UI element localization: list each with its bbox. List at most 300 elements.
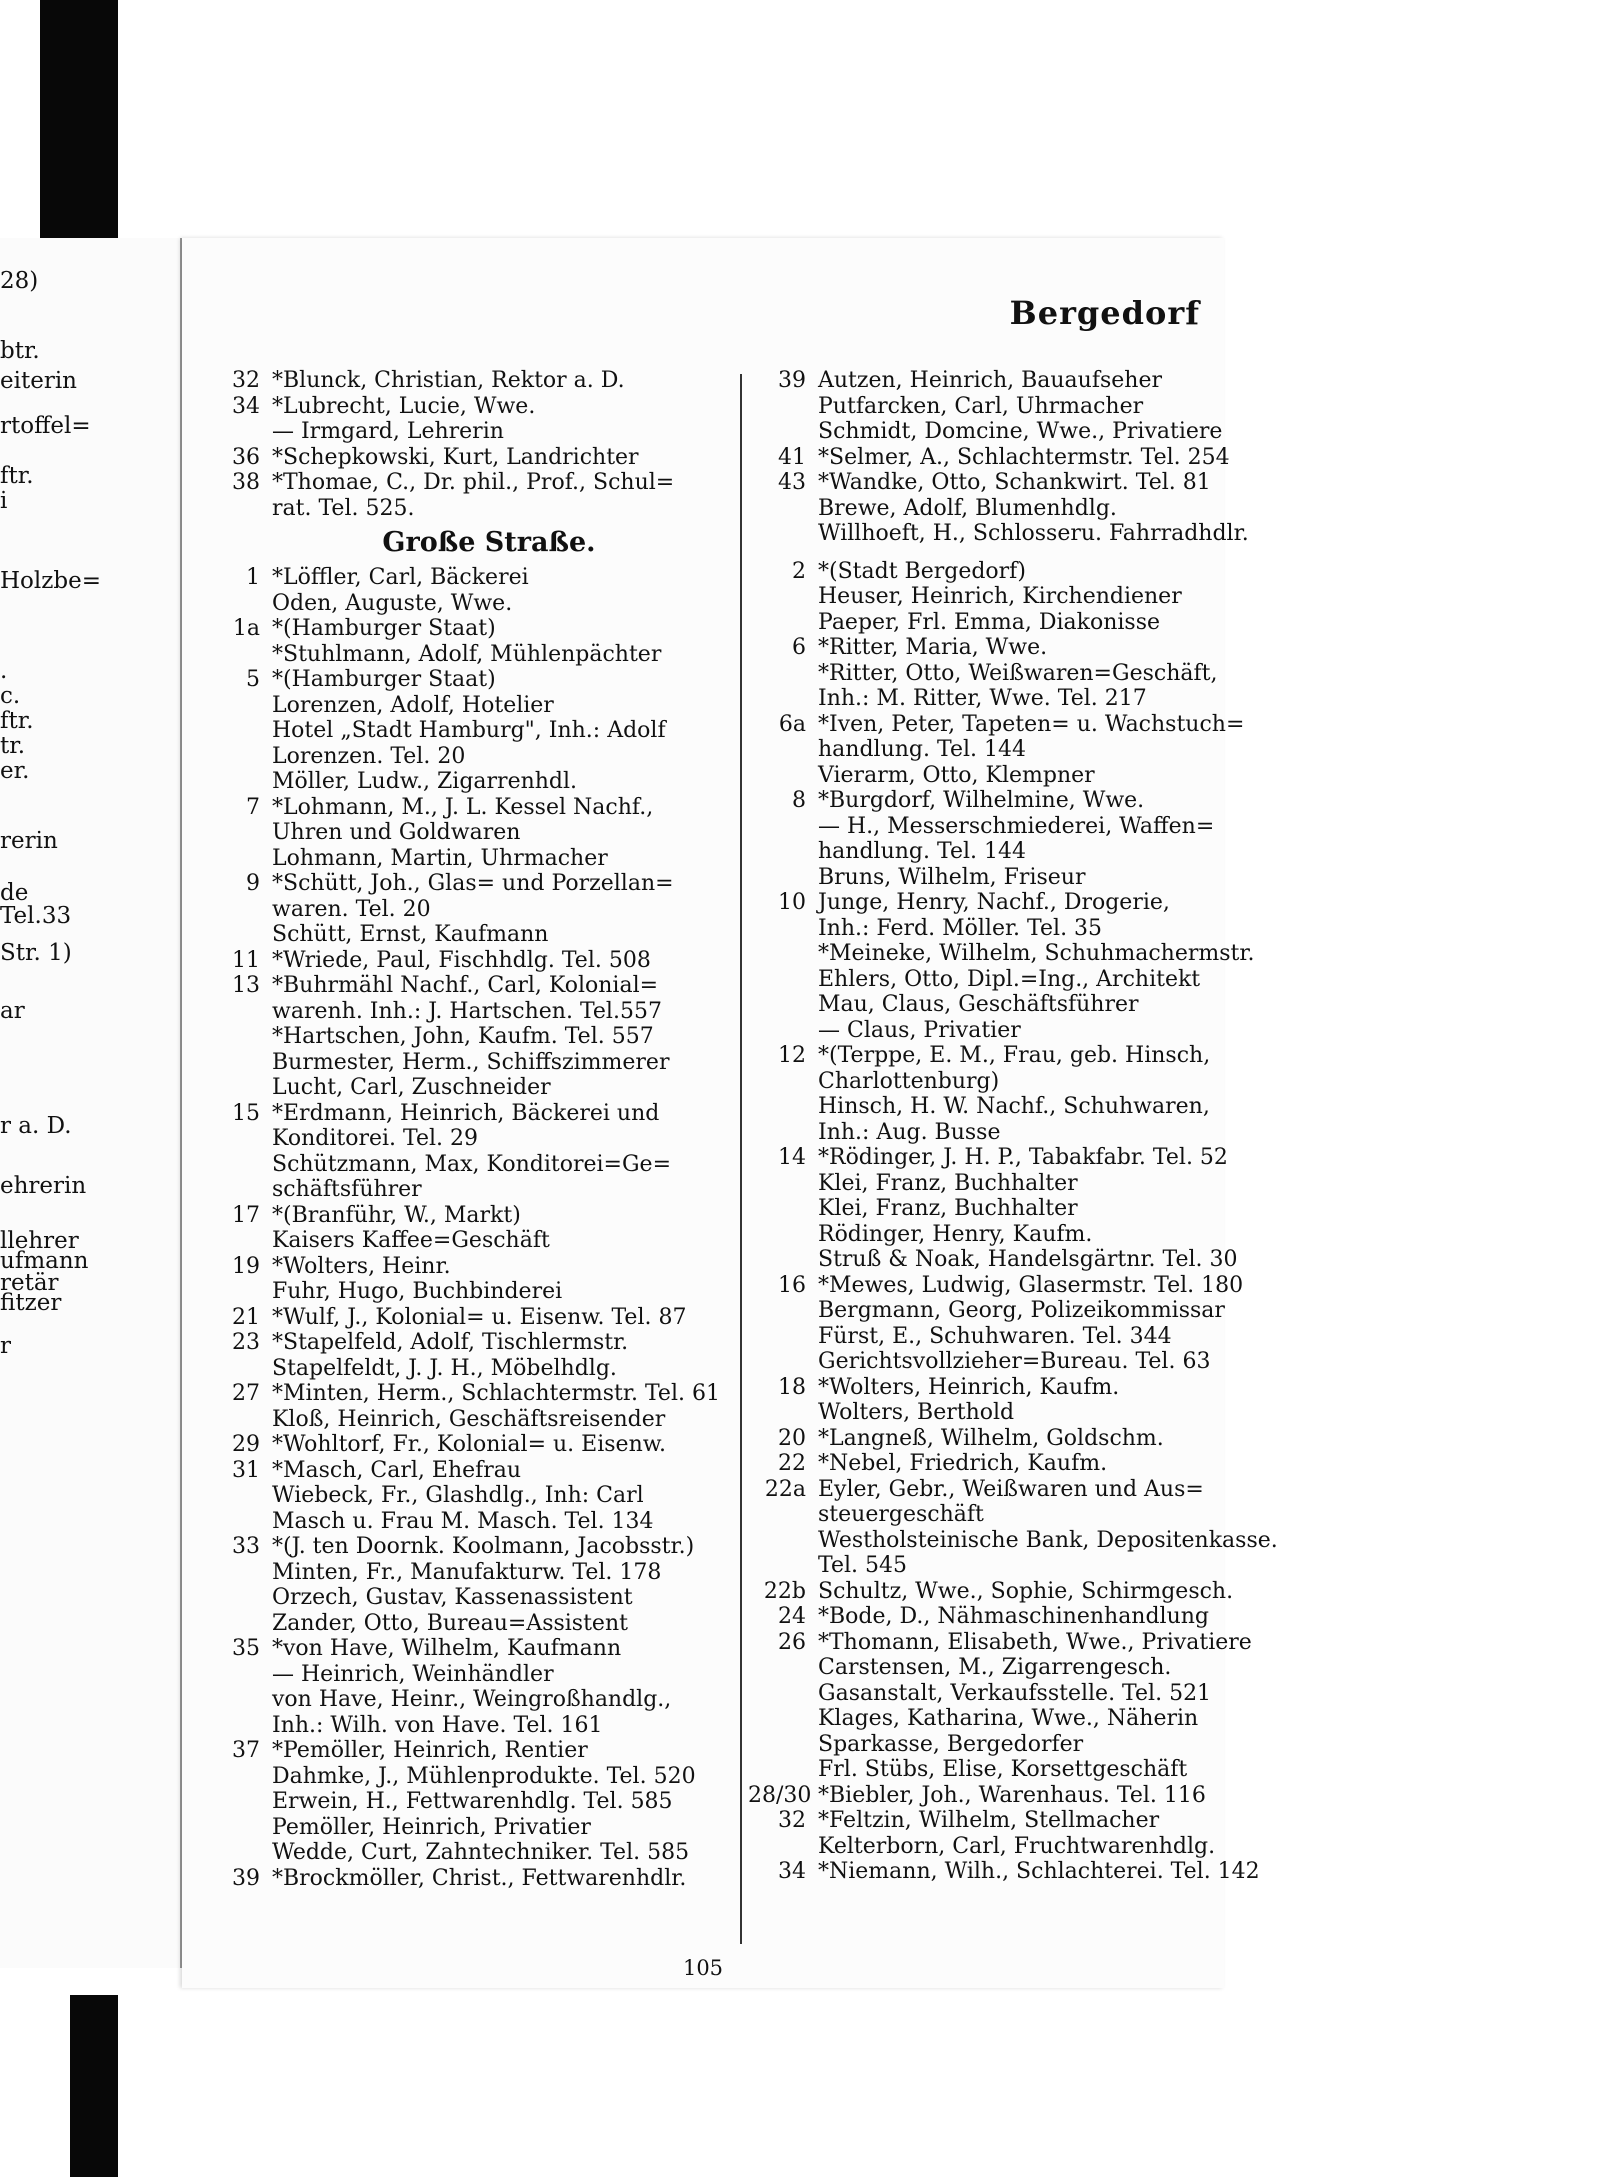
house-number: 41 <box>778 444 806 470</box>
house-number: 10 <box>778 890 806 915</box>
house-number <box>202 642 272 668</box>
house-number <box>202 1228 272 1254</box>
directory-entry <box>748 941 1255 967</box>
directory-entry <box>748 1349 1226 1375</box>
entry-text: Wolters, Berthold <box>818 1400 1015 1425</box>
house-number <box>748 1834 818 1860</box>
house-number <box>748 686 818 712</box>
house-number <box>748 419 818 445</box>
entry-text: *Mewes, Ludwig, Glasermstr. Tel. 180 <box>818 1272 1244 1298</box>
house-number <box>748 1018 818 1044</box>
directory-entry <box>748 1808 1226 1834</box>
house-number <box>748 521 818 547</box>
house-number <box>748 941 818 967</box>
directory-entry <box>202 744 736 770</box>
house-number: 1 <box>246 565 260 590</box>
scan-binding-strip-bottom <box>70 1995 118 2177</box>
directory-entry <box>202 1356 736 1382</box>
entry-text: Eyler, Gebr., Weißwaren und Aus= <box>818 1476 1204 1502</box>
previous-page-fragment: c. <box>0 683 21 709</box>
directory-entry <box>202 1662 736 1688</box>
house-number: 32 <box>778 1808 806 1833</box>
entry-text: *Selmer, A., Schlachtermstr. Tel. 254 <box>818 444 1230 470</box>
entry-text: *(Hamburger Staat) <box>272 667 496 692</box>
entry-text: Vierarm, Otto, Klempner <box>818 762 1095 788</box>
entry-text: *Wulf, J., Kolonial= u. Eisenw. Tel. 87 <box>272 1304 687 1330</box>
directory-entry <box>748 1553 1226 1579</box>
directory-entry <box>748 1324 1226 1350</box>
house-number: 36 <box>232 444 260 470</box>
entry-text: *Brockmöller, Christ., Fettwarenhdlr. <box>272 1865 687 1891</box>
directory-entry <box>748 1426 1226 1452</box>
entry-text: Inh.: Wilh. von Have. Tel. 161 <box>272 1712 603 1738</box>
house-number <box>202 1407 272 1433</box>
entry-text: *Buhrmähl Nachf., Carl, Kolonial= <box>272 973 659 998</box>
previous-page-fragment: btr. <box>0 338 40 364</box>
running-head: Bergedorf <box>1009 294 1200 332</box>
directory-entry <box>748 1706 1226 1732</box>
directory-entry <box>202 871 736 897</box>
house-number <box>748 1706 818 1732</box>
entry-text: Fuhr, Hugo, Buchbinderei <box>272 1279 563 1304</box>
entry-text: *Stapelfeld, Adolf, Tischlermstr. <box>272 1330 629 1355</box>
house-number <box>202 1483 272 1509</box>
entry-text: Orzech, Gustav, Kassenassistent <box>272 1585 633 1610</box>
entry-text: Masch u. Frau M. Masch. Tel. 134 <box>272 1508 654 1534</box>
entry-text: Tel. 545 <box>818 1553 907 1578</box>
directory-entry <box>202 470 736 496</box>
entry-text: Carstensen, M., Zigarrengesch. <box>818 1655 1172 1680</box>
entry-text: *Meineke, Wilhelm, Schuhmachermstr. <box>818 941 1255 966</box>
house-number <box>748 1681 818 1707</box>
right-column <box>748 368 1278 1885</box>
entry-text: *Ritter, Maria, Wwe. <box>818 635 1048 660</box>
directory-entry <box>202 693 736 719</box>
house-number: 14 <box>778 1145 806 1170</box>
entry-text: Dahmke, J., Mühlenprodukte. Tel. 520 <box>272 1763 696 1789</box>
directory-entry <box>202 1279 736 1305</box>
previous-page-fragment: r <box>0 1333 11 1359</box>
entry-text: Schützmann, Max, Konditorei=Ge= <box>272 1151 671 1177</box>
entry-text: *Lohmann, M., J. L. Kessel Nachf., <box>272 794 654 820</box>
directory-entry <box>202 496 736 522</box>
entry-text: Schmidt, Domcine, Wwe., Privatiere <box>818 419 1223 444</box>
house-number <box>202 1075 272 1101</box>
previous-page-fragment: tr. <box>0 733 26 759</box>
directory-entry <box>748 1018 1226 1044</box>
directory-entry <box>748 686 1226 712</box>
previous-page-fragment: Str. 1) <box>0 940 72 966</box>
directory-entry <box>748 865 1226 891</box>
directory-entry <box>748 496 1226 522</box>
directory-entry <box>202 616 736 642</box>
house-number: 2 <box>792 558 806 584</box>
entry-text: Minten, Fr., Manufakturw. Tel. 178 <box>272 1559 662 1585</box>
entry-text: *Feltzin, Wilhelm, Stellmacher <box>818 1808 1160 1833</box>
house-number: 16 <box>778 1272 806 1298</box>
previous-page-fragment: r a. D. <box>0 1113 72 1139</box>
directory-entry <box>748 521 1249 547</box>
entry-text: *(Stadt Bergedorf) <box>818 558 1026 584</box>
directory-entry <box>748 814 1226 840</box>
entry-text: von Have, Heinr., Weingroßhandlg., <box>272 1687 672 1712</box>
entry-text: Brewe, Adolf, Blumenhdlg. <box>818 495 1117 521</box>
house-number: 5 <box>246 667 260 692</box>
entry-text: *Biebler, Joh., Warenhaus. Tel. 116 <box>818 1782 1206 1808</box>
entry-text: Bruns, Wilhelm, Friseur <box>818 864 1086 890</box>
directory-entry <box>748 1222 1226 1248</box>
house-number: 39 <box>778 368 806 393</box>
entry-text: warenh. Inh.: J. Hartschen. Tel.557 <box>272 998 662 1024</box>
house-number: 39 <box>232 1865 260 1891</box>
entry-text: Stapelfeldt, J. J. H., Möbelhdlg. <box>272 1355 617 1381</box>
previous-page-fragment: Holzbe= <box>0 568 101 594</box>
directory-entry <box>202 1432 736 1458</box>
entry-text: *Langneß, Wilhelm, Goldschm. <box>818 1425 1164 1451</box>
entry-text: Erwein, H., Fettwarenhdlg. Tel. 585 <box>272 1789 673 1814</box>
entry-text: *Niemann, Wilh., Schlachterei. Tel. 142 <box>818 1859 1260 1884</box>
house-number <box>748 1171 818 1197</box>
entry-text: Klei, Franz, Buchhalter <box>818 1196 1078 1221</box>
directory-entry <box>748 788 1226 814</box>
directory-entry <box>748 1094 1226 1120</box>
entry-text: — Irmgard, Lehrerin <box>272 419 504 444</box>
house-number <box>202 1560 272 1586</box>
entry-text: Schultz, Wwe., Sophie, Schirmgesch. <box>818 1578 1234 1604</box>
entry-text: handlung. Tel. 144 <box>818 839 1026 864</box>
house-number: 22 <box>778 1451 806 1476</box>
entry-text: Möller, Ludw., Zigarrenhdl. <box>272 769 578 794</box>
page-number: 105 <box>682 1956 724 1980</box>
house-number <box>202 419 272 445</box>
directory-entry <box>748 1196 1226 1222</box>
directory-entry <box>202 591 736 617</box>
entry-text: steuergeschäft <box>818 1502 984 1527</box>
directory-entry <box>202 1152 736 1178</box>
directory-entry <box>202 1764 736 1790</box>
previous-page-fragment: i <box>0 488 8 514</box>
house-number <box>202 769 272 795</box>
directory-entry <box>748 711 1245 738</box>
entry-text: Frl. Stübs, Elise, Korsettgeschäft <box>818 1757 1188 1782</box>
house-number: 21 <box>232 1304 260 1330</box>
directory-entry <box>202 795 736 821</box>
house-number <box>748 1528 818 1554</box>
entry-text: Lorenzen, Adolf, Hotelier <box>272 692 554 718</box>
house-number: 34 <box>778 1859 806 1884</box>
entry-text: Zander, Otto, Bureau=Assistent <box>272 1610 628 1636</box>
house-number <box>748 1196 818 1222</box>
house-number: 19 <box>232 1253 260 1279</box>
directory-entry <box>202 846 736 872</box>
house-number <box>748 1502 818 1528</box>
house-number <box>748 1553 818 1579</box>
house-number <box>202 1815 272 1841</box>
house-number: 33 <box>232 1534 260 1559</box>
directory-entry <box>748 1375 1226 1401</box>
house-number <box>202 1662 272 1688</box>
directory-entry <box>748 1655 1226 1681</box>
house-number: 23 <box>232 1330 260 1355</box>
directory-entry <box>202 1840 736 1866</box>
house-number: 34 <box>232 393 260 419</box>
house-number <box>202 1509 272 1535</box>
entry-text: Inh.: M. Ritter, Wwe. Tel. 217 <box>818 686 1147 711</box>
directory-entry <box>748 368 1226 394</box>
directory-entry <box>202 718 736 744</box>
house-number: 6a <box>778 711 806 737</box>
house-number <box>202 846 272 872</box>
house-number <box>202 1177 272 1203</box>
directory-entry <box>202 565 736 591</box>
house-number <box>748 1069 818 1095</box>
entry-text: *Erdmann, Heinrich, Bäckerei und <box>272 1100 660 1126</box>
directory-entry <box>748 559 1226 585</box>
directory-entry <box>748 890 1226 916</box>
directory-entry <box>202 1050 736 1076</box>
directory-entry <box>748 1145 1226 1171</box>
entry-text: *Masch, Carl, Ehefrau <box>272 1457 522 1483</box>
previous-page-fragment: . <box>0 658 8 684</box>
house-number: 26 <box>778 1629 806 1655</box>
street-heading: Große Straße. <box>382 527 596 558</box>
directory-entry <box>748 1604 1226 1630</box>
entry-text: Klei, Franz, Buchhalter <box>818 1170 1078 1196</box>
directory-entry <box>202 1815 736 1841</box>
directory-entry <box>748 419 1226 445</box>
entry-text: *Schütt, Joh., Glas= und Porzellan= <box>272 871 674 896</box>
entry-text: Uhren und Goldwaren <box>272 820 521 845</box>
house-number: 22a <box>764 1476 806 1502</box>
entry-text: Westholsteinische Bank, Depositenkasse. <box>818 1527 1278 1553</box>
previous-page-fragment: ftr. <box>0 463 34 489</box>
house-number: 38 <box>232 470 260 495</box>
directory-entry <box>748 1477 1226 1503</box>
house-number: 6 <box>792 635 806 660</box>
directory-entry <box>202 1560 736 1586</box>
house-number <box>748 967 818 993</box>
house-number <box>748 1655 818 1681</box>
house-number <box>202 1024 272 1050</box>
house-number <box>202 820 272 846</box>
entry-text: *Rödinger, J. H. P., Tabakfabr. Tel. 52 <box>818 1145 1228 1170</box>
previous-page-fragment: rerin <box>0 828 58 854</box>
house-number <box>748 610 818 636</box>
house-number <box>202 591 272 617</box>
house-number <box>202 718 272 744</box>
entry-text: Kelterborn, Carl, Fruchtwarenhdlg. <box>818 1833 1216 1859</box>
entry-text: Gerichtsvollzieher=Bureau. Tel. 63 <box>818 1349 1211 1374</box>
directory-entry <box>748 1120 1226 1146</box>
house-number <box>202 1611 272 1637</box>
entry-text: *Wohltorf, Fr., Kolonial= u. Eisenw. <box>272 1432 666 1457</box>
entry-text: Charlottenburg) <box>818 1068 1000 1094</box>
entry-text: Wedde, Curt, Zahntechniker. Tel. 585 <box>272 1840 690 1865</box>
entry-text: Mau, Claus, Geschäftsführer <box>818 992 1139 1017</box>
entry-text: rat. Tel. 525. <box>272 495 415 521</box>
entry-text: *Iven, Peter, Tapeten= u. Wachstuch= <box>818 711 1245 737</box>
house-number: 7 <box>246 794 260 820</box>
entry-text: Schütt, Ernst, Kaufmann <box>272 922 549 947</box>
house-number: 12 <box>778 1043 806 1068</box>
house-number: 15 <box>232 1100 260 1126</box>
entry-text: handlung. Tel. 144 <box>818 737 1026 762</box>
house-number <box>748 1757 818 1783</box>
entry-text: Ehlers, Otto, Dipl.=Ing., Architekt <box>818 966 1201 992</box>
house-number <box>202 1789 272 1815</box>
house-number: 27 <box>232 1381 260 1406</box>
entry-text: *(Terppe, E. M., Frau, geb. Hinsch, <box>818 1043 1211 1068</box>
entry-text: Paeper, Frl. Emma, Diakonisse <box>818 609 1160 635</box>
entry-text: *Bode, D., Nähmaschinenhandlung <box>818 1604 1210 1629</box>
house-number <box>748 1732 818 1758</box>
directory-entry <box>748 992 1226 1018</box>
directory-entry <box>748 1069 1226 1095</box>
entry-text: Hotel „Stadt Hamburg", Inh.: Adolf <box>272 718 666 743</box>
house-number <box>202 1764 272 1790</box>
directory-entry <box>748 1400 1226 1426</box>
entry-text: — H., Messerschmiederei, Waffen= <box>818 813 1215 839</box>
entry-text: — Heinrich, Weinhändler <box>272 1661 554 1687</box>
entry-text: schäftsführer <box>272 1177 422 1202</box>
directory-entry <box>748 1527 1278 1554</box>
entry-text: *Wolters, Heinrich, Kaufm. <box>818 1374 1120 1400</box>
entry-text: waren. Tel. 20 <box>272 896 431 922</box>
directory-entry <box>748 967 1226 993</box>
directory-entry <box>748 1502 1226 1528</box>
entry-text: *Minten, Herm., Schlachtermstr. Tel. 61 <box>272 1381 720 1406</box>
entry-text: Kloß, Heinrich, Geschäftsreisender <box>272 1406 666 1432</box>
house-number <box>202 1050 272 1076</box>
directory-entry <box>202 1509 736 1535</box>
directory-entry <box>202 820 736 846</box>
entry-text: Fürst, E., Schuhwaren. Tel. 344 <box>818 1323 1172 1349</box>
previous-page-fragment: ftr. <box>0 708 34 734</box>
house-number: 32 <box>232 368 260 393</box>
house-number: 13 <box>232 973 260 998</box>
previous-page-fragment: 28) <box>0 268 39 294</box>
previous-page-fragment: de <box>0 880 29 906</box>
house-number: 24 <box>778 1604 806 1629</box>
directory-entry <box>748 1757 1226 1783</box>
directory-entry <box>748 1834 1226 1860</box>
house-number: 37 <box>232 1738 260 1763</box>
house-number <box>748 814 818 840</box>
house-number: 20 <box>778 1425 806 1451</box>
previous-page-fragment: retär <box>0 1270 59 1296</box>
entry-text: *Pemöller, Heinrich, Rentier <box>272 1738 588 1763</box>
house-number: 9 <box>246 871 260 896</box>
directory-entry <box>202 1075 736 1101</box>
previous-page-fragment: eiterin <box>0 368 77 394</box>
house-number <box>202 744 272 770</box>
house-number <box>748 584 818 610</box>
entry-text: Bergmann, Georg, Polizeikommissar <box>818 1298 1225 1323</box>
previous-page-fragment: fitzer <box>0 1290 62 1316</box>
directory-entry <box>202 1611 736 1637</box>
directory-entry <box>202 394 736 420</box>
entry-text: *Blunck, Christian, Rektor a. D. <box>272 368 625 393</box>
directory-entry <box>202 999 736 1025</box>
previous-page-fragment: ar <box>0 998 25 1024</box>
entry-text: Putfarcken, Carl, Uhrmacher <box>818 393 1144 419</box>
house-number <box>748 1400 818 1426</box>
directory-entry <box>202 1126 736 1152</box>
entry-text: Struß & Noak, Handelsgärtnr. Tel. 30 <box>818 1247 1238 1272</box>
entry-text: *Burgdorf, Wilhelmine, Wwe. <box>818 788 1145 813</box>
directory-entry <box>748 1783 1226 1809</box>
directory-entry <box>748 737 1226 763</box>
directory-entry <box>202 419 736 445</box>
entry-text: Gasanstalt, Verkaufsstelle. Tel. 521 <box>818 1680 1212 1706</box>
house-number <box>748 1247 818 1273</box>
entry-text: *von Have, Wilhelm, Kaufmann <box>272 1636 622 1661</box>
directory-entry <box>748 1247 1238 1273</box>
previous-page-fragment: llehrer <box>0 1228 79 1254</box>
directory-entry <box>748 1732 1226 1758</box>
directory-entry <box>202 1483 736 1509</box>
directory-entry <box>748 635 1226 661</box>
directory-entry <box>748 444 1230 471</box>
directory-entry <box>202 642 736 668</box>
house-number <box>748 916 818 942</box>
directory-entry <box>202 1101 736 1127</box>
entry-text: *Thomae, C., Dr. phil., Prof., Schul= <box>272 470 675 495</box>
column-divider <box>740 374 742 1944</box>
house-number <box>202 1713 272 1739</box>
house-number: 28/30 <box>748 1782 812 1808</box>
entry-text: *Wandke, Otto, Schankwirt. Tel. 81 <box>818 470 1211 495</box>
house-number <box>748 865 818 891</box>
directory-entry <box>202 1789 736 1815</box>
left-column <box>202 368 736 1891</box>
entry-text: Konditorei. Tel. 29 <box>272 1126 479 1151</box>
entry-text: Oden, Auguste, Wwe. <box>272 590 513 616</box>
entry-text: Sparkasse, Bergedorfer <box>818 1731 1084 1757</box>
house-number: 1a <box>232 616 260 641</box>
entry-text: *Hartschen, John, Kaufm. Tel. 557 <box>272 1024 654 1049</box>
house-number: 31 <box>232 1457 260 1483</box>
house-number <box>202 496 272 522</box>
house-number <box>748 394 818 420</box>
directory-entry <box>202 1330 736 1356</box>
house-number <box>748 737 818 763</box>
entry-text: Inh.: Aug. Busse <box>818 1119 1001 1145</box>
house-number: 17 <box>232 1202 260 1228</box>
entry-text: *Wriede, Paul, Fischhdlg. Tel. 508 <box>272 947 651 973</box>
entry-text: Burmester, Herm., Schiffszimmerer <box>272 1049 670 1075</box>
directory-entry <box>202 1254 736 1280</box>
directory-entry <box>202 667 736 693</box>
house-number: 35 <box>232 1636 260 1661</box>
entry-text: *Stuhlmann, Adolf, Mühlenpächter <box>272 641 662 667</box>
directory-entry <box>202 445 736 471</box>
previous-page-fragment: ufmann <box>0 1248 89 1274</box>
directory-entry <box>748 763 1226 789</box>
directory-entry <box>202 1687 736 1713</box>
directory-entry <box>202 1305 736 1331</box>
entry-text: Lucht, Carl, Zuschneider <box>272 1075 551 1100</box>
directory-entry <box>748 470 1226 496</box>
house-number <box>748 661 818 687</box>
entry-text: Rödinger, Henry, Kaufm. <box>818 1221 1093 1247</box>
previous-page-fragment: rtoffel= <box>0 413 91 439</box>
directory-entry <box>202 769 736 795</box>
directory-entry <box>748 1681 1226 1707</box>
previous-page-fragment: ehrerin <box>0 1173 87 1199</box>
house-number <box>202 1585 272 1611</box>
previous-page-fragment: Tel.33 <box>0 903 72 929</box>
